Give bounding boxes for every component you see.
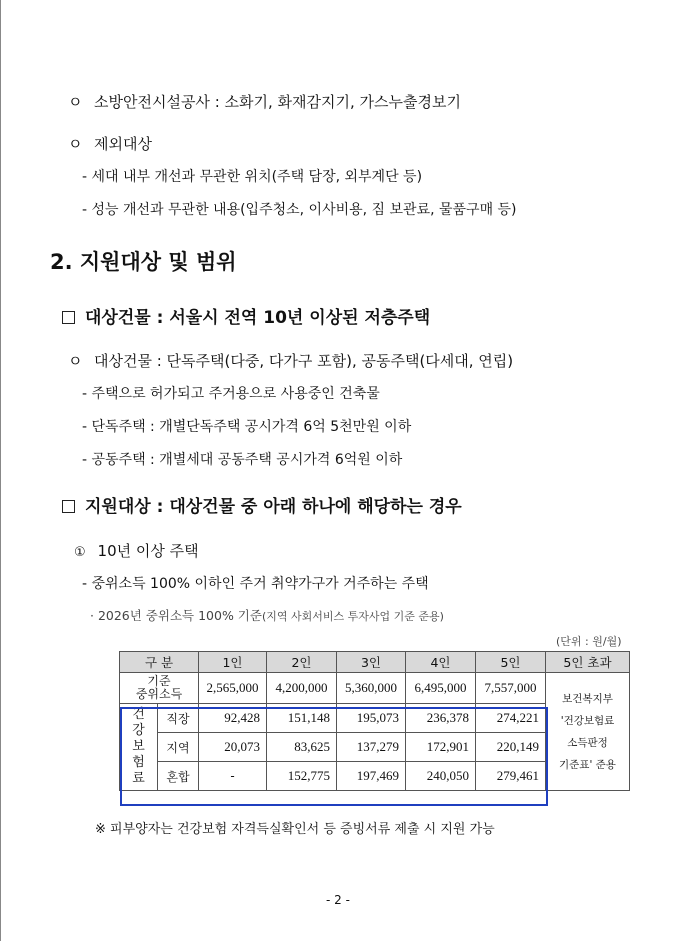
table-cell: 197,469 — [337, 762, 406, 791]
table-header-cell: 구 분 — [120, 652, 199, 673]
fire-safety-text: 소방안전시설공사 : 소화기, 화재감지기, 가스누출경보기 — [94, 93, 461, 111]
table-cell: 240,050 — [406, 762, 476, 791]
table-header-cell: 4인 — [406, 652, 476, 673]
table-header-cell: 1인 — [199, 652, 267, 673]
table-cell: 20,073 — [199, 733, 267, 762]
table-cell: 4,200,000 — [267, 673, 337, 704]
exclusion-item-2: - 성능 개선과 무관한 내용(입주청소, 이사비용, 짐 보관료, 물품구매 등) — [82, 202, 517, 218]
note-cell: 보건복지부 '건강보험료 소득판정 기준표' 준용 — [546, 673, 630, 791]
table-row — [120, 673, 630, 704]
building-item-1: - 주택으로 허가되고 주거용으로 사용중인 건축물 — [82, 386, 380, 402]
row-label: 직장 — [158, 704, 199, 733]
table-cell: 172,901 — [406, 733, 476, 762]
page-edge — [0, 0, 1, 941]
unit-note: (단위 : 원/월) — [556, 635, 622, 648]
table-cell: 274,221 — [476, 704, 546, 733]
table-header-cell: 5인 — [476, 652, 546, 673]
table-cell: 137,279 — [337, 733, 406, 762]
table-cell: 279,461 — [476, 762, 546, 791]
table-cell: 236,378 — [406, 704, 476, 733]
table-cell: 2,565,000 — [199, 673, 267, 704]
table-cell: 151,148 — [267, 704, 337, 733]
fire-safety-line — [68, 91, 461, 112]
bullet-circle: ㅇ — [68, 135, 83, 153]
row-label: 혼합 — [158, 762, 199, 791]
checkbox-square-icon — [62, 500, 75, 513]
criteria-line: · 2026년 중위소득 100% 기준(지역 사회서비스 투자사업 기준 준용) — [90, 608, 444, 623]
bullet-circle: ㅇ — [68, 93, 83, 111]
target-heading: 지원대상 : 대상건물 중 아래 하나에 해당하는 경우 — [62, 492, 462, 517]
table-cell: 5,360,000 — [337, 673, 406, 704]
table-cell: 152,775 — [267, 762, 337, 791]
target-item: - 중위소득 100% 이하인 주거 취약가구가 거주하는 주택 — [82, 576, 429, 592]
page-number: - 2 - — [326, 893, 350, 907]
health-insurance-label: 건 강 보 험 료 — [120, 704, 158, 791]
table-cell: 195,073 — [337, 704, 406, 733]
bullet-circle: ㅇ — [68, 352, 83, 370]
building-item-2: - 단독주택 : 개별단독주택 공시가격 6억 5천만원 이하 — [82, 419, 412, 435]
exclusion-item-1: - 세대 내부 개선과 무관한 위치(주택 담장, 외부계단 등) — [82, 169, 423, 185]
table-cell: 83,625 — [267, 733, 337, 762]
row-label: 지역 — [158, 733, 199, 762]
building-item-3: - 공동주택 : 개별세대 공동주택 공시가격 6억원 이하 — [82, 452, 403, 468]
table-header-cell: 3인 — [337, 652, 406, 673]
table-cell: - — [199, 762, 267, 791]
section-title: 2. 지원대상 및 범위 — [50, 250, 237, 274]
table-cell: 7,557,000 — [476, 673, 546, 704]
building-heading: 대상건물 : 서울시 전역 10년 이상된 저층주택 — [62, 303, 430, 328]
table-header-row — [120, 652, 630, 673]
table-cell: 92,428 — [199, 704, 267, 733]
table-cell: 6,495,000 — [406, 673, 476, 704]
target-sub: ① 10년 이상 주택 — [74, 542, 199, 560]
exclusion-title: ㅇ 제외대상 — [68, 135, 152, 153]
circled-number: ① — [74, 545, 86, 560]
footnote: ※ 피부양자는 건강보험 자격득실확인서 등 증빙서류 제출 시 지원 가능 — [95, 822, 495, 837]
base-income-label: 기준 중위소득 — [120, 673, 199, 704]
table-header-cell: 5인 초과 — [546, 652, 630, 673]
building-type-line: ㅇ 대상건물 : 단독주택(다중, 다가구 포함), 공동주택(다세대, 연립) — [68, 352, 514, 370]
table-header-cell: 2인 — [267, 652, 337, 673]
table-cell: 220,149 — [476, 733, 546, 762]
checkbox-square-icon — [62, 311, 75, 324]
income-table — [119, 651, 630, 791]
